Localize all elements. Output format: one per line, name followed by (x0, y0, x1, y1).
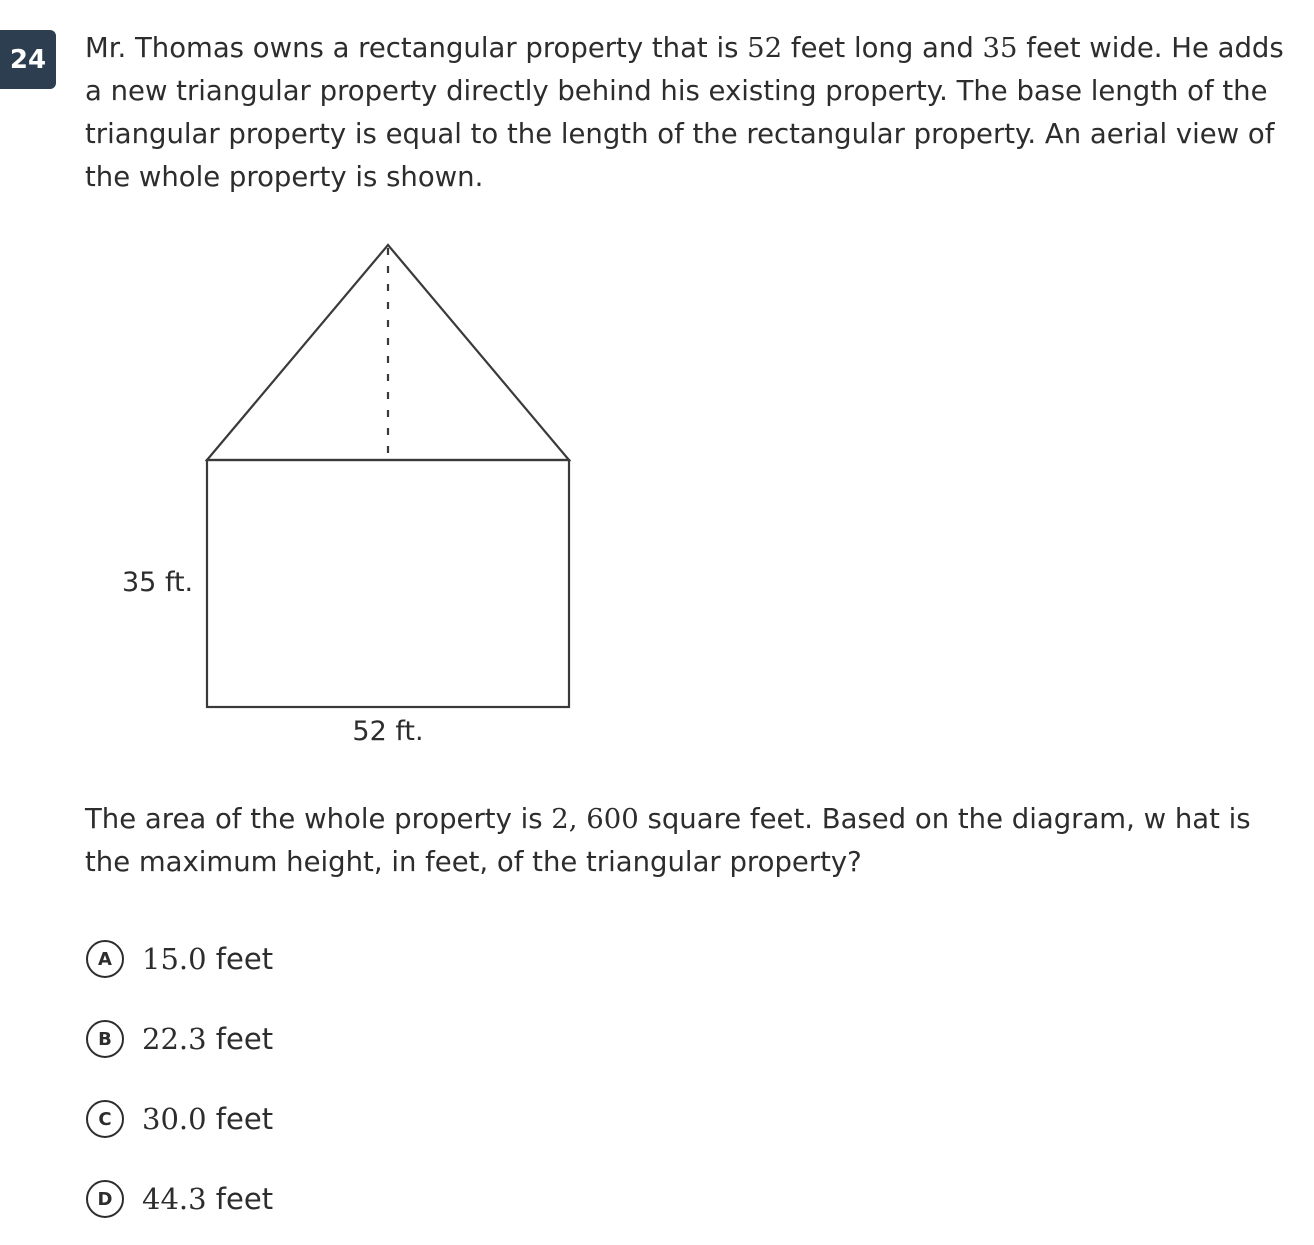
prompt-text-1: The area of the whole property is (85, 803, 552, 835)
choice-c-unit: feet (206, 1101, 274, 1136)
choice-a-value: 15.0 (142, 941, 207, 976)
choice-d-value: 44.3 (142, 1181, 207, 1216)
choice-b-bubble[interactable]: B (86, 1020, 124, 1058)
choice-b-value: 22.3 (142, 1021, 207, 1056)
choice-d-unit: feet (206, 1181, 274, 1216)
choice-a-unit: feet (206, 941, 274, 976)
property-diagram-svg (100, 230, 600, 760)
choice-b-unit: feet (206, 1021, 274, 1056)
stem-width-value: 35 (982, 32, 1018, 64)
rectangle-property (207, 460, 569, 707)
width-label: 35 ft. (122, 567, 194, 598)
triangle-property (207, 245, 569, 460)
question-stem (85, 27, 1300, 199)
prompt-text-2: square feet. Based on the diagram, w hat is the maximum height, in feet, of the triangular property? (85, 803, 1251, 878)
prompt-area-value: 2, 600 (551, 803, 639, 835)
choice-a[interactable] (86, 935, 273, 983)
choice-c[interactable] (86, 1095, 273, 1143)
choice-b-text (142, 1022, 273, 1057)
choice-a-text (142, 942, 273, 977)
choice-d-bubble[interactable]: D (86, 1180, 124, 1218)
question-number-badge: 24 (0, 30, 56, 89)
stem-text-2: feet long and (782, 32, 983, 64)
question-prompt (85, 798, 1300, 884)
stem-text-1: Mr. Thomas owns a rectangular property that is (85, 32, 748, 64)
stem-text-3: feet wide. He adds a new triangular property directly behind his existing property. The base length of the triangular property is equal to the length of the rectangular property. An aerial view of the whole property is shown. (85, 32, 1284, 193)
property-diagram (100, 230, 600, 760)
choice-c-text (142, 1102, 273, 1137)
choice-d-text (142, 1182, 273, 1217)
choice-c-bubble[interactable]: C (86, 1100, 124, 1138)
choice-d[interactable] (86, 1175, 273, 1223)
choice-c-value: 30.0 (142, 1101, 207, 1136)
choice-b[interactable] (86, 1015, 273, 1063)
choice-a-bubble[interactable]: A (86, 940, 124, 978)
length-label: 52 ft. (352, 716, 424, 747)
stem-length-value: 52 (747, 32, 783, 64)
